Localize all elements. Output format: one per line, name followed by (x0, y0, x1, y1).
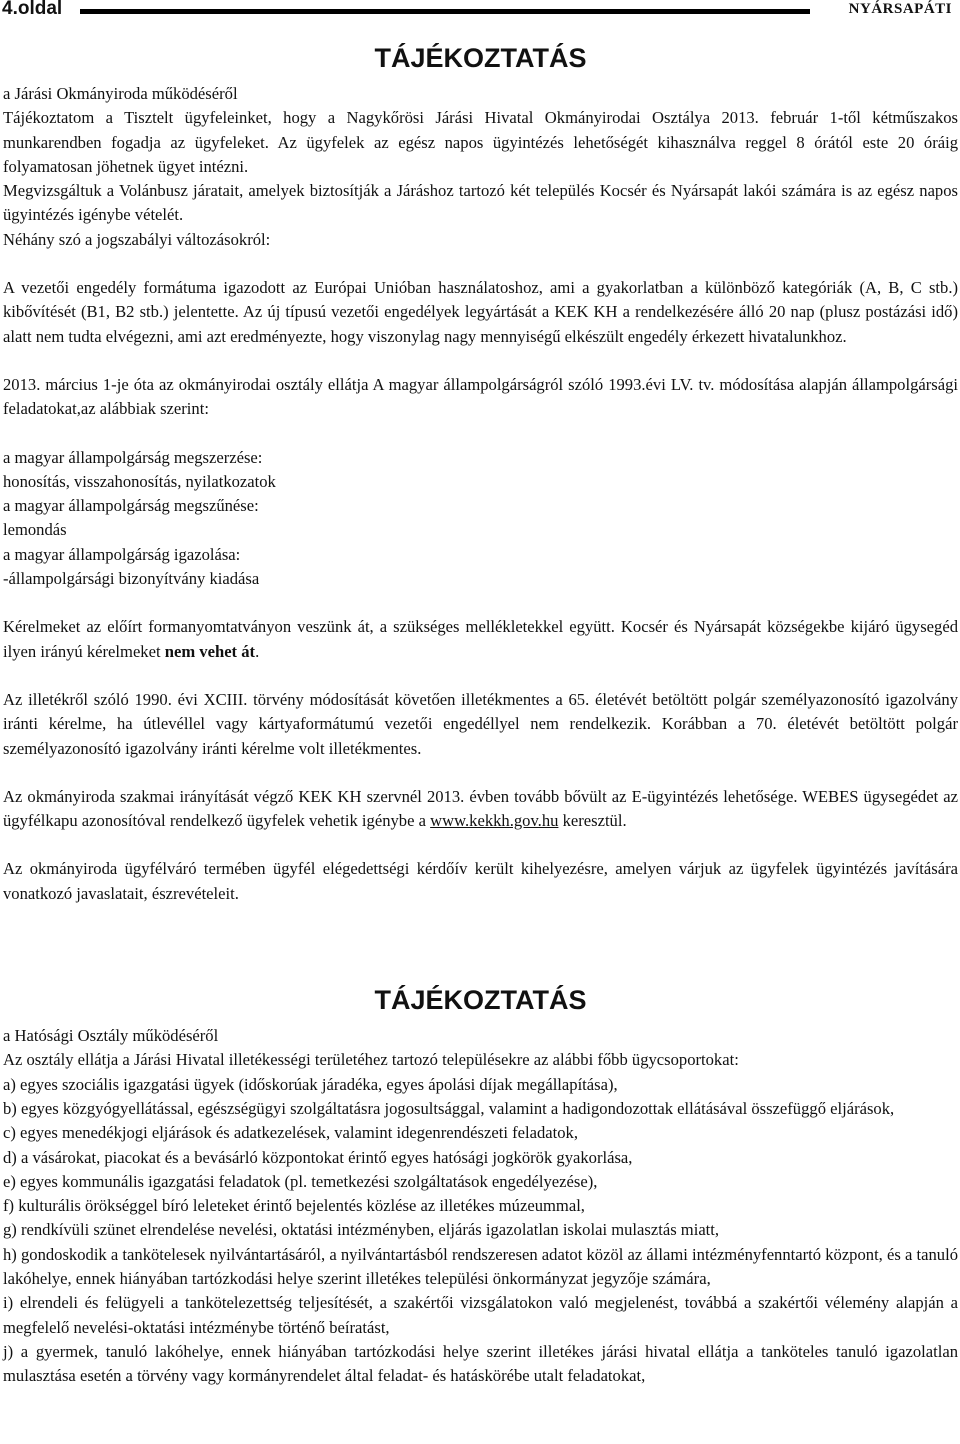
paragraph: 2013. március 1-je óta az okmányirodai osztály ellátja A magyar állampolgárságról szóló 1993.évi LV. tv. módosítása alapján állampolgársági feladatokat,az alábbiak szerint: (3, 374, 958, 419)
paragraph: A vezetői engedély formátuma igazodott az Európai Unióban használatoshoz, ami a gyakorlatban a különböző kategóriák (A, B, C stb.) kibővítését (B1, B2 stb.) jelentette. Az új típusú vezetői engedélyek legyártását a KEK KH a rendelkezésére álló 20 nap (plusz postázási idő) alatt nem tudta elvégezni, ami azt eredményezte, hogy viszonylag nagy mennyiségű elkészült engedély érkezett hivatalunkhoz. (3, 278, 958, 346)
page-number: 4.oldal (2, 0, 63, 19)
article-body (3, 30, 958, 1388)
list-item: f) kulturális örökséggel bíró leleteket érintő bejelentés közlése az illetékes múzeummal, (3, 1196, 585, 1216)
list-item: g) rendkívüli szünet elrendelése nevelési, oktatási intézményben, eljárás igazolatlan iskolai mulasztás miatt, (3, 1220, 720, 1240)
list-item: -állampolgársági bizonyítvány kiadása (3, 569, 260, 589)
list-item: a magyar állampolgárság igazolása: (3, 544, 241, 564)
publication-name: NYÁRSAPÁTI (848, 1, 952, 17)
paragraph: Az okmányiroda szakmai irányítását végző KEK KH szervnél 2013. évben tovább bővült az E-ügyintézés lehetősége. WEBES ügysegédet az ügyfélkapu azonosítóval rendelkező ügyfelek vehetik igénybe a www.kekkh.gov.hu keresztül. (3, 786, 958, 831)
paragraph: Kérelmeket az előírt formanyomtatványon veszünk át, a szükséges mellékletekkel együtt. Kocsér és Nyársapát községekbe kijáró ügysegéd ilyen irányú kérelmeket nem vehet át. (3, 617, 958, 661)
list-item: e) egyes kommunális igazgatási feladatok (pl. temetkezési szolgáltatások engedélyezése), (3, 1171, 598, 1191)
list-item: j) a gyermek, tanuló lakóhelye, ennek hiányában tartózkodási helye szerint illetékes járási hivatal ellátja a tanköteles tanuló igazolatlan mulasztása esetén a törvény vagy kormányrendelet által feladat- és hatáskörébe utalt feladatokat, (3, 1341, 958, 1386)
header-rule (80, 9, 810, 14)
list-item: a) egyes szociális igazgatási ügyek (időskorúak járadéka, egyes ápolási díjak megállapítása), (3, 1074, 618, 1094)
list-item: c) egyes menedékjogi eljárások és adatkezelések, valamint idegenrendészeti feladatok, (3, 1123, 578, 1143)
task-list (3, 1073, 958, 1389)
paragraph: Az illetékről szóló 1990. évi XCIII. törvény módosítását követően illetékmentes a 65. életévét betöltött polgár személyazonosító igazolvány iránti kérelme, ha útlevéllel vagy kártyaformátumú vezetői engedéllyel nem rendelkezik. Korábban a 70. életévét betöltött polgár személyazonosító igazolvány iránti kérelme volt illetékmentes. (3, 689, 958, 758)
emphasis: nem vehet át (164, 641, 256, 661)
list-item: lemondás (3, 520, 67, 540)
paragraph: Az okmányiroda ügyfélváró termében ügyfél elégedettségi kérdőív került kihelyezésre, amelyen várjuk az ügyfelek ügyintézés javítására vonatkozó javaslatait, észrevételeit. (3, 859, 958, 903)
list-item: b) egyes közgyógyellátással, egészségügyi szolgáltatásra jogosultsággal, valamint a hadigondozottak ellátásával összefüggő eljárások, (3, 1098, 895, 1118)
section1-subtitle: a Járási Okmányiroda működéséről (3, 84, 238, 103)
paragraph: Tájékoztatom a Tisztelt ügyfeleinket, hogy a Nagykőrösi Járási Hivatal Okmányirodai Osztálya 2013. február 1-től kétműszakos munkarendben fogadja az ügyfeleket. Az ügyfelek az egész napos ügyintézés lehetőségét kihasználva reggel 8 órától este 20 óráig folyamatosan jöhetnek ügyet intézni. (3, 108, 958, 176)
paragraph: Megvizsgáltuk a Volánbusz járatait, amelyek biztosítják a Járáshoz tartozó két település Kocsér és Nyársapát lakói számára is az egész napos ügyintézés igénybe vételét. (3, 181, 958, 225)
list-item: a magyar állampolgárság megszerzése: (3, 447, 263, 467)
list-item: i) elrendeli és felügyeli a tankötelezettség teljesítését, a szakértői vizsgálatokon való megjelenést, továbbá a szakértői vélemény alapján a megfelelő nevelési-oktatási intézménybe történő beíratást, (3, 1293, 958, 1337)
section2-subtitle: a Hatósági Osztály működéséről (3, 1026, 219, 1046)
list-item: honosítás, visszahonosítás, nyilatkozatok (3, 471, 276, 491)
section2-title: TÁJÉKOZTATÁS (374, 985, 587, 1016)
list-item: h) gondoskodik a tankötelesek nyilvántartásáról, a nyilvántartásból rendszeresen adatot közöl az állami intézményfenntartó központ, és a tanuló lakóhelye, ennek hiányában tartózkodási helye szerint illetékes települési önkormányzat jegyzője számára, (3, 1244, 958, 1288)
website-link[interactable]: www.kekkh.gov.hu (430, 811, 559, 831)
section1-title: TÁJÉKOZTATÁS (374, 43, 587, 73)
paragraph: Az osztály ellátja a Járási Hivatal illetékességi területéhez tartozó településekre az alábbi főbb ügycsoportokat: (3, 1050, 739, 1070)
page-header (0, 0, 960, 22)
paragraph: Néhány szó a jogszabályi változásokról: (3, 229, 271, 249)
citizenship-list (3, 446, 958, 592)
list-item: d) a vásárokat, piacokat és a bevásárló központokat érintő egyes hatósági jogkörök gyakorlása, (3, 1147, 633, 1167)
list-item: a magyar állampolgárság megszűnése: (3, 496, 259, 516)
